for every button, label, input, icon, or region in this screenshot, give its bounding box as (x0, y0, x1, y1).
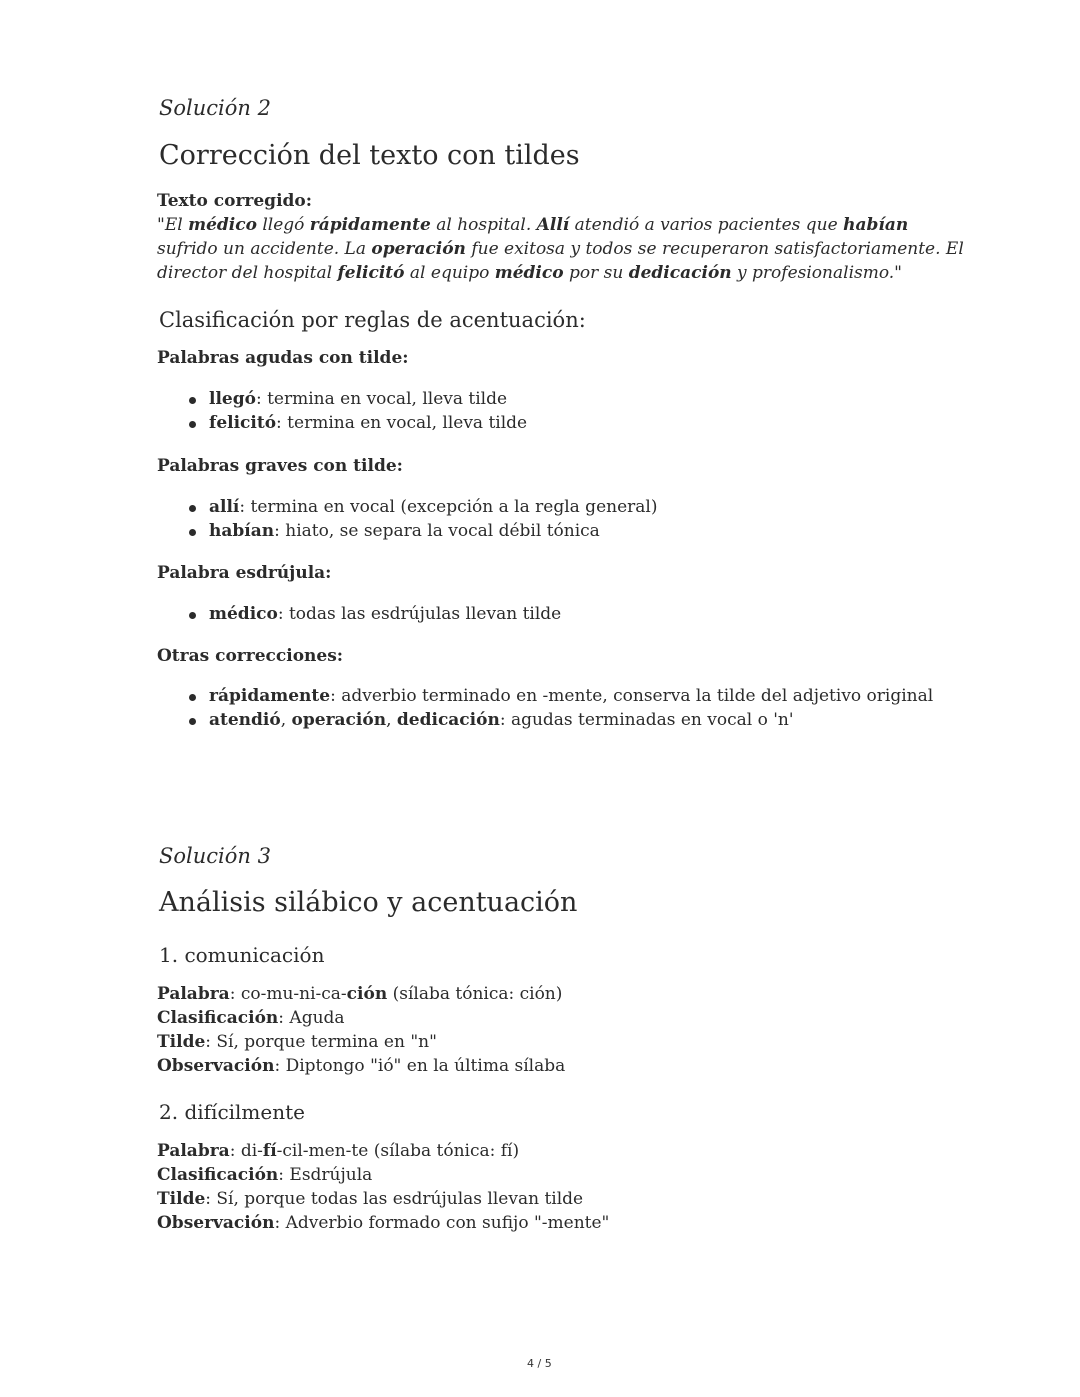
list-item: atendió, operación, dedicación: agudas terminadas en vocal o 'n' (209, 710, 794, 730)
word-2-observacion: Observación: Adverbio formado con sufijo "-mente" (157, 1213, 610, 1233)
solution-2-label: Solución 2 (159, 96, 271, 120)
word-1-clasificacion: Clasificación: Aguda (157, 1008, 345, 1028)
solution-3-label: Solución 3 (159, 844, 271, 868)
word-1-observacion: Observación: Diptongo "ió" en la última sílaba (157, 1056, 566, 1076)
word-2-palabra: Palabra: di-fí-cil-men-te (sílaba tónica: fí) (157, 1141, 520, 1161)
esdrujula-heading: Palabra esdrújula: (157, 563, 332, 583)
bullet-icon (189, 529, 196, 536)
list-item: habían: hiato, se separa la vocal débil tónica (209, 521, 600, 541)
classification-heading: Clasificación por reglas de acentuación: (159, 308, 586, 332)
list-item: rápidamente: adverbio terminado en -mente, conserva la tilde del adjetivo original (209, 686, 934, 706)
bullet-icon (189, 718, 196, 725)
graves-heading: Palabras graves con tilde: (157, 456, 403, 476)
bullet-icon (189, 397, 196, 404)
word-1-tilde: Tilde: Sí, porque termina en "n" (157, 1032, 437, 1052)
list-item: médico: todas las esdrújulas llevan tilde (209, 604, 562, 624)
bullet-icon (189, 612, 196, 619)
list-item: allí: termina en vocal (excepción a la regla general) (209, 497, 658, 517)
agudas-heading: Palabras agudas con tilde: (157, 348, 409, 368)
word-1-heading: 1. comunicación (159, 943, 325, 967)
corrected-text-line-2: sufrido un accidente. La operación fue exitosa y todos se recuperaron satisfactoriamente. El (157, 239, 964, 259)
word-2-clasificacion: Clasificación: Esdrújula (157, 1165, 373, 1185)
list-item: llegó: termina en vocal, lleva tilde (209, 389, 508, 409)
corrected-text-line-3: director del hospital felicitó al equipo médico por su dedicación y profesionalismo." (157, 263, 903, 283)
otras-heading: Otras correcciones: (157, 646, 344, 666)
bullet-icon (189, 421, 196, 428)
bullet-icon (189, 694, 196, 701)
word-1-palabra: Palabra: co-mu-ni-ca-ción (sílaba tónica: ción) (157, 984, 563, 1004)
word-2-tilde: Tilde: Sí, porque todas las esdrújulas llevan tilde (157, 1189, 584, 1209)
page-number: 4 / 5 (527, 1357, 552, 1370)
bullet-icon (189, 505, 196, 512)
corrected-text-line-1: "El médico llegó rápidamente al hospital. Allí atendió a varios pacientes que habían (157, 215, 909, 235)
list-item: felicitó: termina en vocal, lleva tilde (209, 413, 528, 433)
solution-3-title: Análisis silábico y acentuación (159, 887, 578, 918)
corrected-text-label: Texto corregido: (157, 191, 313, 211)
solution-2-title: Corrección del texto con tildes (159, 140, 580, 171)
word-2-heading: 2. difícilmente (159, 1100, 305, 1124)
